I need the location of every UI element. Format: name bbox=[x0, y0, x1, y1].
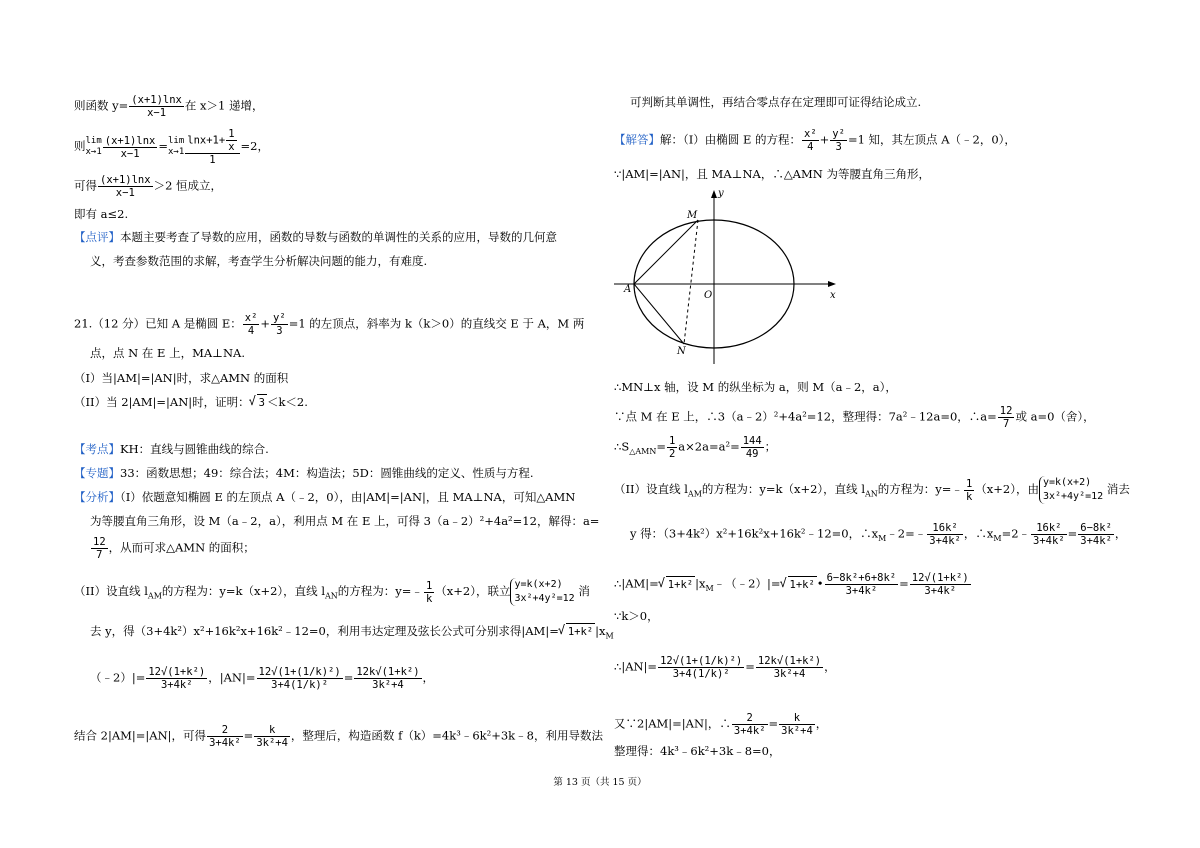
right-line-8: y 得：（3+4k²）x²+16k²x+16k²﹣12=0，$\therefore x_M﹣2=﹣$ $\frac{\text{16k²}}{\text{3+4k²}}$ ，$\therefore x_M=2﹣$ $\frac{\text{16k²}}{\text{3+4k²}}$ = $\frac{\text{6−8k²}}{\text{3+4k²}}$ ， bbox=[630, 522, 1127, 547]
fenxi-line-6: （﹣2）|= $\frac{\text{12√(1+k²)}}{\text{3+4k²}}$ ，|AN|= $\frac{\text{12√(1+(1/k)²)}}{\text{3+4(1/k)²}}$ = $\frac{\text{12k√(1+k²)}}{\text{3k²+4}}$ ， bbox=[90, 666, 435, 691]
fenxi-line-7: 结合 2|AM|=|AN|，可得 $\frac{2}{\text{3+4k²}}$ = $\frac{k}{\text{3k²+4}}$ ，整理后，构造函数 f（k）=4k³﹣6k²+3k﹣8，利用导数法 bbox=[74, 724, 603, 749]
question-21-part-2: （II）当 2|AM|=|AN|时，证明：√ 3 ＜k＜2. bbox=[74, 394, 308, 411]
line-limit: 则 lim x→1 $\frac{(x+1)\ln x}{x-1}$ = lim x→1 lnx+1+ $\frac{1}{x}$ 1 =2， bbox=[74, 128, 269, 166]
y-axis-arrow bbox=[711, 190, 717, 198]
right-line-12: 又∵2|AM|=|AN|，∴ $\frac{2}{\text{3+4k²}}$ = $\frac{k}{\text{3k²+4}}$ ， bbox=[614, 712, 828, 737]
dianping-line-1: 【点评】本题主要考查了导数的应用，函数的导数与函数的单调性的关系的应用，导数的几何意 bbox=[74, 230, 557, 244]
ellipse-diagram bbox=[614, 186, 854, 366]
fenxi-tag: 【分析】 bbox=[74, 490, 120, 504]
segment-mn bbox=[684, 220, 698, 344]
zhuanti-tag: 【专题】 bbox=[74, 466, 120, 480]
label-a: A bbox=[624, 284, 632, 295]
right-line-6: $\therefore S_{\triangle AMN}=$ $\frac{1}{2}$ a×2a=a²= $\frac{144}{49}$ ； bbox=[614, 435, 777, 460]
question-21-stem: 21.（12 分）已知 A 是椭圆 E： $\frac{\text{x²}}{4}$ + $\frac{\text{y²}}{3}$ =1 的左顶点，斜率为 k（k＞0）的直线交 E 于 A，M 两 bbox=[74, 312, 585, 337]
question-21-part-1: （I）当|AM|=|AN|时，求△AMN 的面积 bbox=[74, 371, 289, 385]
label-n: N bbox=[677, 346, 686, 357]
triangle-sides bbox=[634, 220, 698, 344]
right-line-1: 可判断其单调性，再结合零点存在定理即可证得结论成立. bbox=[630, 95, 922, 109]
line-a-range: 即有 a≤2. bbox=[74, 207, 129, 221]
right-column bbox=[614, 0, 1154, 848]
right-line-4: ∴MN⊥x 轴，设 M 的纵坐标为 a，则 M（a﹣2，a）， bbox=[614, 380, 897, 394]
right-line-5: ∵点 M 在 E 上，∴3（a﹣2）²+4a²=12，整理得：7a²﹣12a=0，∴a= $\frac{12}{7}$ 或 a=0（舍）， bbox=[614, 405, 1095, 430]
right-line-7: （II）设直线 $l_{AM}$的方程为：y=k（x+2），直线 $l_{AN}$的方程为：y=﹣ $\frac{1}{k}$ （x+2），由 y=k(x+2) 3x²+4y²=12 消去 bbox=[614, 477, 1130, 503]
left-column bbox=[74, 0, 614, 848]
x-axis-arrow bbox=[828, 281, 836, 287]
question-21-stem-2: 点，点 N 在 E 上，MA⊥NA. bbox=[90, 346, 245, 360]
kaodian-line: 【考点】KH：直线与圆锥曲线的综合. bbox=[74, 442, 269, 456]
fenxi-line-1: 【分析】（I）依题意知椭圆 E 的左顶点 A（﹣2，0），由|AM|=|AN|，且 MA⊥NA，可知△AMN bbox=[74, 490, 576, 504]
fenxi-line-5: 去 y，得（3+4k²）x²+16k²x+16k²﹣12=0，利用韦达定理及弦长公式可分别求得|AM|=√ 1+k² $|x_M$ bbox=[90, 623, 614, 644]
dianping-tag: 【点评】 bbox=[74, 230, 120, 244]
page-footer: 第 13 页（共 15 页） bbox=[553, 777, 647, 788]
line-function-increasing: 则函数 y= $\frac{(x+1)\ln x}{x-1}$ 在 x＞1 递增， bbox=[74, 94, 264, 119]
jieda-tag: 【解答】 bbox=[614, 132, 660, 147]
line-inequality: 可得 $\frac{(x+1)\ln x}{x-1}$ ＞2 恒成立， bbox=[74, 174, 223, 199]
label-o: O bbox=[704, 290, 713, 301]
kaodian-tag: 【考点】 bbox=[74, 442, 120, 456]
label-x: x bbox=[830, 290, 836, 301]
fenxi-line-2: 为等腰直角三角形，设 M（a﹣2，a），利用点 M 在 E 上，可得 3（a﹣2）²+4a²=12，解得：a= bbox=[90, 514, 600, 528]
dianping-line-2: 义，考查参数范围的求解，考查学生分析解决问题的能力，有难度. bbox=[90, 254, 428, 268]
right-line-11: ∴|AN|= $\frac{\text{12√(1+(1/k)²)}}{\text{3+4(1/k)²}}$ = $\frac{\text{12k√(1+k²)}}{\text{3k²+4}}$ ， bbox=[614, 655, 836, 680]
jieda-line: 【解答】解：（I）由椭圆 E 的方程： $\frac{\text{x²}}{4}$ + $\frac{\text{y²}}{3}$ =1 知，其左顶点 A（﹣2，0）， bbox=[614, 128, 1016, 153]
right-line-10: ∵k＞0， bbox=[614, 609, 659, 623]
right-line-3: ∵|AM|=|AN|，且 MA⊥NA，∴△AMN 为等腰直角三角形， bbox=[614, 167, 930, 181]
fenxi-line-4: （II）设直线 $l_{AM}$的方程为：y=k（x+2），直线 $l_{AN}$的方程为：y=﹣ $\frac{1}{k}$ （x+2），联立 y=k(x+2) 3x²+4y²=12 消 bbox=[74, 579, 590, 605]
right-line-13: 整理得：4k³﹣6k²+3k﹣8=0， bbox=[614, 744, 781, 758]
zhuanti-line: 【专题】33：函数思想；49：综合法；4M：构造法；5D：圆锥曲线的定义、性质与方程. bbox=[74, 466, 534, 480]
label-y: y bbox=[718, 188, 724, 199]
label-m: M bbox=[687, 210, 698, 221]
fenxi-line-3: $\frac{12}{7}$ ，从而可求△AMN 的面积； bbox=[93, 536, 255, 561]
right-line-9: ∴|AM|=√ 1+k² $|x_M﹣(﹣2)|=√$ 1+k² • $\frac{\text{6−8k²+6+8k²}}{\text{3+4k²}}$ = $\frac{\text{12√(1+k²)}}{\text{3+4k²}}$ bbox=[614, 572, 972, 597]
